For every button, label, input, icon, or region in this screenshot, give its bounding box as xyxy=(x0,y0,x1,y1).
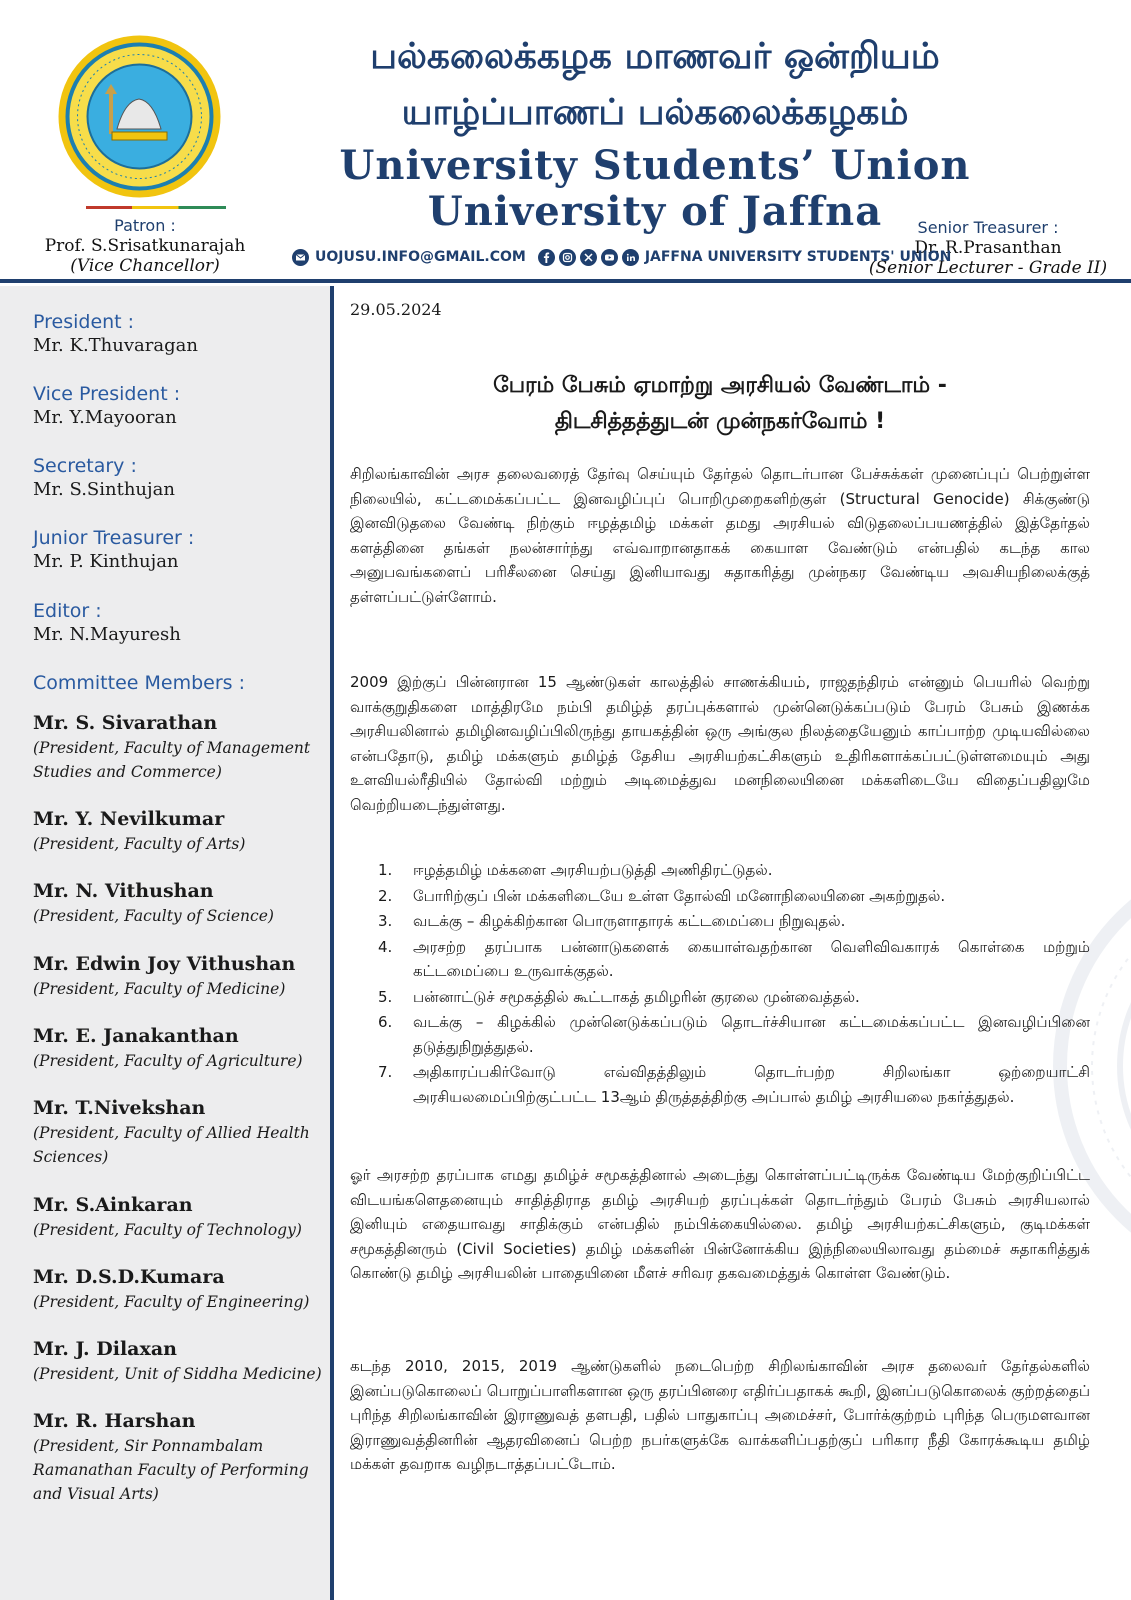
list-item-number: 3. xyxy=(378,912,393,930)
officer-name: Mr. Y.Mayooran xyxy=(33,407,177,428)
list-item-number: 1. xyxy=(378,861,393,879)
committee-member xyxy=(33,878,323,928)
university-name-english: University of Jaffna xyxy=(427,188,883,235)
headline-line-1: பேரம் பேசும் ஏமாற்று அரசியல் வேண்டாம் - xyxy=(493,373,947,398)
body-paragraph: கடந்த 2010, 2015, 2019 ஆண்டுகளில் நடைபெற்ற சிறிலங்காவின் அரச தலைவர் தேர்தல்களில் இனப்படுகொலைப் பொறுப்பாளிகளான ஒரு தரப்பினரை எதிர்ப்பதாகக் கூறி, இனப்படுகொலைக் குற்றத்தைப் புரிந்த சிறிலங்காவின் இராணுவத் தளபதி, பதில் பாதுகாப்பு அமைச்சர், போர்க்குற்றம் புரிந்த பெருமளவான இராணுவத்தினரின் ஆதரவினைப் பெற்ற நபர்களுக்கே வாக்களிப்பதற்குப் பரிகார நீதி கோரக்கூடிய தமிழ் மக்கள் தவறாக வழிநடாத்தப்பட்டோம். xyxy=(350,1357,1090,1473)
list-item-text: பன்னாட்டுச் சமூகத்தில் கூட்டாகத் தமிழரின் குரலை முன்வைத்தல். xyxy=(413,987,860,1006)
list-item-text: அரசற்ற தரப்பாக பன்னாடுகளைக் கையாள்வதற்கான வெளிவிவகாரக் கொள்கை மற்றும் கட்டமைப்பை உருவாக்குதல். xyxy=(413,937,1090,980)
x-icon[interactable] xyxy=(580,249,597,266)
senior-treasurer-title: (Senior Lecturer - Grade II) xyxy=(868,258,1108,278)
committee-member xyxy=(33,806,323,856)
officer-secretary xyxy=(33,454,323,502)
committee-member xyxy=(33,710,323,784)
member-role: (President, Faculty of Arts) xyxy=(33,835,246,853)
contact-page-name[interactable]: JAFFNA UNIVERSITY STUDENTS' UNION xyxy=(644,249,952,265)
officer-role: President : xyxy=(33,311,135,333)
officer-name: Mr. S.Sinthujan xyxy=(33,479,175,500)
officer-role: Vice President : xyxy=(33,383,181,405)
body-paragraph: ஓர் அரசற்ற தரப்பாக எமது தமிழ்ச் சமூகத்தினால் அடைந்து கொள்ளப்பட்டிருக்க வேண்டிய மேற்குறிப்பிட்ட விடயங்களெதனையும் சாதித்திராத தமிழ் அரசியற் தரப்புக்கள் தொடர்ந்தும் பேரம் பேசும் அரசியலால் இனியும் எதையாவது சாதிக்கும் என்பதில் நம்பிக்கையில்லை. தமிழ் அரசியற்கட்சிகளும், குடிமக்கள் சமூகத்தினரும் (Civil Societies) தமிழ் மக்களின் பின்னோக்கிய இந்நிலையிலாவது தம்மைச் சுதாகரித்துக் கொண்டு தமிழ் அரசியலின் பாதையினை மீளச் சரிவர தகவமைத்துக் கொள்ள வேண்டும். xyxy=(350,1166,1090,1282)
member-name: Mr. E. Janakanthan xyxy=(33,1025,239,1047)
officer-junior-treasurer xyxy=(33,526,323,574)
member-name: Mr. T.Nivekshan xyxy=(33,1097,206,1119)
contact-bar xyxy=(292,246,951,268)
member-name: Mr. N. Vithushan xyxy=(33,880,214,902)
list-item-number: 7. xyxy=(378,1063,393,1081)
senior-treasurer-name: Dr. R.Prasanthan xyxy=(914,238,1062,258)
member-role: (President, Unit of Siddha Medicine) xyxy=(33,1365,322,1383)
member-role: (President, Faculty of Agriculture) xyxy=(33,1052,303,1070)
member-role: (President, Faculty of Technology) xyxy=(33,1221,302,1239)
committee-member xyxy=(33,1095,323,1169)
university-seal-logo xyxy=(57,34,222,199)
member-name: Mr. J. Dilaxan xyxy=(33,1338,177,1360)
list-item-text: அதிகாரப்பகிர்வோடு எவ்விதத்திலும் தொடர்பற்ற சிறிலங்கா ஒற்றையாட்சி அரசியலமைப்பிற்குட்பட்ட 13ஆம் திருத்தத்திற்கு அப்பால் தமிழ் அரசியலை நகர்த்துதல். xyxy=(413,1063,1090,1106)
statement-headline xyxy=(350,368,1090,440)
list-item xyxy=(350,909,1090,934)
member-name: Mr. S. Sivarathan xyxy=(33,712,218,734)
committee-member xyxy=(33,1192,323,1242)
body-paragraph: சிறிலங்காவின் அரச தலைவரைத் தேர்வு செய்யும் தேர்தல் தொடர்பான பேச்சுக்கள் முனைப்புப் பெற்றுள்ள நிலையில், கட்டமைக்கப்பட்ட இனவழிப்புப் பொறிமுறைகளிற்குள் (Structural Genocide) சிக்குண்டு இனவிடுதலை வேண்டி நிற்கும் ஈழத்தமிழ் மக்கள் தமது அரசியல் விடுதலைப்பயணத்தில் இத்தேர்தல் களத்தினை தங்கள் நலன்சார்ந்து எவ்வாறானதாகக் கையாள வேண்டும் என்பதில் கடந்த கால அனுபவங்களைப் பரிசீலனை செய்து இனியாவது சுதாகரித்து முன்நகர வேண்டிய அவசியநிலைக்குத் தள்ளப்பட்டுள்ளோம். xyxy=(350,465,1090,606)
facebook-icon[interactable] xyxy=(538,249,555,266)
list-item-number: 2. xyxy=(378,886,393,905)
sidebar-divider xyxy=(330,286,334,1600)
officer-vice-president xyxy=(33,382,323,430)
contact-email[interactable]: UOJUSU.INFO@GMAIL.COM xyxy=(315,249,526,265)
union-name-english: University Students’ Union xyxy=(339,142,971,189)
list-item xyxy=(350,884,1090,909)
patron-name: Prof. S.Srisatkunarajah xyxy=(44,236,246,256)
list-item-number: 6. xyxy=(378,1013,393,1031)
youtube-icon[interactable] xyxy=(601,249,618,266)
list-item-text: போரிற்குப் பின் மக்களிடையே உள்ள தோல்வி மனோநிலையினை அகற்றுதல். xyxy=(413,886,946,905)
headline-line-2: திடசித்தத்துடன் முன்நகர்வோம் ! xyxy=(554,409,886,434)
list-item xyxy=(350,1060,1090,1109)
committee-member xyxy=(33,1408,323,1506)
instagram-icon[interactable] xyxy=(559,249,576,266)
list-item xyxy=(350,935,1090,984)
union-name-tamil: பல்கலைக்கழக மாணவர் ஒன்றியம் xyxy=(370,36,940,77)
committee-member xyxy=(33,1336,323,1386)
member-name: Mr. Edwin Joy Vithushan xyxy=(33,953,296,975)
member-role: (President, Faculty of Science) xyxy=(33,907,274,925)
tricolor-underline xyxy=(86,206,226,209)
member-role: (President, Faculty of Management Studies and Commerce) xyxy=(33,739,311,781)
officer-role: Junior Treasurer : xyxy=(33,527,195,549)
member-role: (President, Faculty of Engineering) xyxy=(33,1293,310,1311)
senior-treasurer-role: Senior Treasurer : xyxy=(917,218,1059,237)
committee-member xyxy=(33,951,323,1001)
committee-member xyxy=(33,1264,323,1314)
statement-body xyxy=(350,286,1100,1600)
mail-icon[interactable] xyxy=(292,249,309,266)
header-divider xyxy=(0,279,1131,283)
list-item-text: வடக்கு – கிழக்கிற்கான பொருளாதாரக் கட்டமைப்பை நிறுவுதல். xyxy=(413,912,846,930)
member-role: (President, Faculty of Allied Health Sciences) xyxy=(33,1124,310,1166)
list-item-text: வடக்கு – கிழக்கில் முன்னெடுக்கப்படும் தொடர்ச்சியான கட்டமைக்கப்பட்ட இனவழிப்பினை தடுத்துநிறுத்துதல். xyxy=(413,1013,1090,1056)
officer-role: Editor : xyxy=(33,600,102,622)
member-name: Mr. D.S.D.Kumara xyxy=(33,1266,225,1288)
statement-date: 29.05.2024 xyxy=(350,300,442,319)
list-item xyxy=(350,858,1090,883)
member-name: Mr. S.Ainkaran xyxy=(33,1194,193,1216)
list-item xyxy=(350,985,1090,1010)
committee-member xyxy=(33,1023,323,1073)
linkedin-icon[interactable] xyxy=(622,249,639,266)
letterhead xyxy=(0,0,1131,288)
patron-block xyxy=(30,216,260,276)
list-item xyxy=(350,1010,1090,1059)
member-name: Mr. Y. Nevilkumar xyxy=(33,808,225,830)
officer-name: Mr. K.Thuvaragan xyxy=(33,335,198,356)
member-name: Mr. R. Harshan xyxy=(33,1410,196,1432)
officer-name: Mr. N.Mayuresh xyxy=(33,624,181,645)
patron-role: Patron : xyxy=(114,216,176,235)
officer-role: Secretary : xyxy=(33,455,137,477)
officer-editor xyxy=(33,599,323,647)
officer-name: Mr. P. Kinthujan xyxy=(33,551,179,572)
university-name-tamil: யாழ்ப்பாணப் பல்கலைக்கழகம் xyxy=(401,92,909,133)
list-item-number: 4. xyxy=(378,937,393,956)
officer-president xyxy=(33,310,323,358)
list-item-number: 5. xyxy=(378,987,393,1006)
body-paragraph: 2009 இற்குப் பின்னரான 15 ஆண்டுகள் காலத்தில் சாணக்கியம், ராஜதந்திரம் என்னும் பெயரில் வெற்று வாக்குறுதிகளை மாத்திரமே நம்பி தமிழ்த் தரப்புக்களால் முன்னெடுக்கப்படும் பேரம் பேசும் இணக்க அரசியலினால் தமிழினவழிப்பிலிருந்து தாயகத்தின் ஒரு அங்குல நிலத்தையேனும் காப்பாற்ற முடியவில்லை என்பதோடு, தமிழ் மக்களும் தமிழ்த் தேசிய அரசியற்கட்சிகளும் உதிரிகளாக்கப்பட்டுள்ளமையும் அது உளவியல்ரீதியில் தோல்வி மற்றும் அடிமைத்துவ மனநிலையினை மக்களிடையே விதைப்பதிலுமே வெற்றியடைந்துள்ளது. xyxy=(350,673,1090,814)
committee-heading: Committee Members : xyxy=(33,672,245,694)
union-officers-sidebar xyxy=(0,286,330,1600)
member-role: (President, Faculty of Medicine) xyxy=(33,980,286,998)
list-item-text: ஈழத்தமிழ் மக்களை அரசியற்படுத்தி அணிதிரட்டுதல். xyxy=(413,861,773,879)
member-role: (President, Sir Ponnambalam Ramanathan Faculty of Performing and Visual Arts) xyxy=(33,1437,309,1503)
patron-title: (Vice Chancellor) xyxy=(70,256,220,276)
goals-list xyxy=(350,858,1090,1110)
